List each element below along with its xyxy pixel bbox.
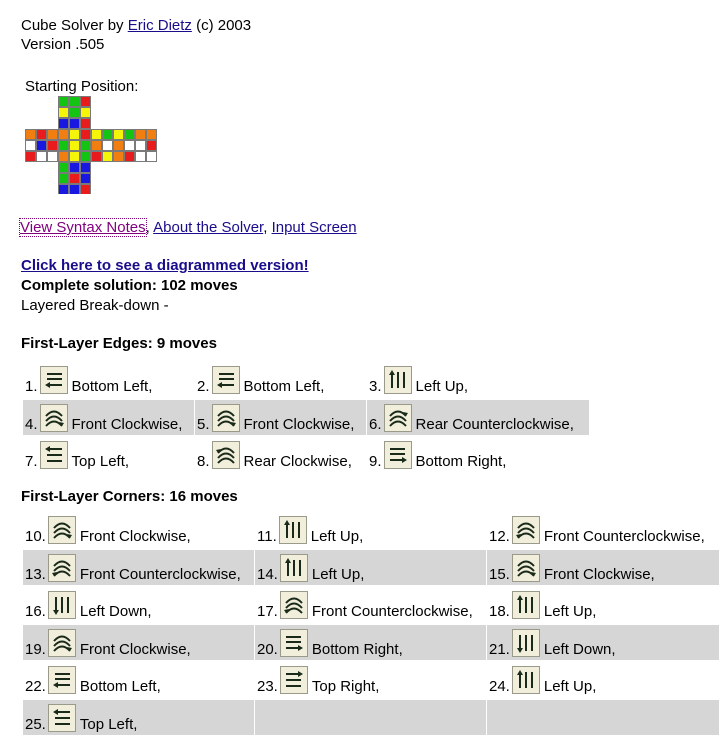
move-number: 21. [489,641,510,658]
move-number: 5. [197,416,210,433]
move-row [23,662,719,697]
move-number: 19. [25,641,46,658]
move-label: Left Up, [543,678,597,695]
move-label: Bottom Left, [243,378,325,395]
move-cell [487,550,719,585]
move-cell [23,550,254,585]
cube-top-sticker [81,108,91,118]
cube-left-sticker [37,141,47,151]
move-cell [23,587,254,622]
cube-right-sticker [103,152,113,162]
move-cell [255,512,486,547]
move-number: 16. [25,603,46,620]
move-label: Left Up, [543,603,597,620]
move-number: 1. [25,378,38,395]
cube-back-sticker [147,152,157,162]
front-clockwise-icon [512,554,540,582]
move-cell [23,437,194,472]
cube-left-sticker [26,130,36,140]
cube-top-sticker [59,119,69,129]
move-cell [195,362,366,397]
cube-left-sticker [48,130,58,140]
about-solver-link[interactable]: About the Solver [153,219,264,236]
left-up-icon [512,666,540,694]
syntax-notes-link[interactable]: View Syntax Notes [20,219,146,236]
move-number: 11. [257,528,277,545]
move-number: 15. [489,566,510,583]
cube-bottom-sticker [70,163,80,173]
top-left-icon [40,441,68,469]
cube-bottom-sticker [81,174,91,184]
title-line [21,16,251,35]
move-label: Front Counterclockwise, [311,603,473,620]
left-up-icon [279,516,307,544]
move-row [23,625,719,660]
move-row [23,700,719,735]
cube-top-sticker [70,97,80,107]
move-cell [195,437,366,472]
move-number: 25. [25,716,46,733]
move-number: 3. [369,378,382,395]
move-cell [23,512,254,547]
move-label: Front Clockwise, [79,528,191,545]
move-label: Bottom Right, [415,453,507,470]
cube-front-sticker [59,130,69,140]
cube-left-sticker [48,152,58,162]
move-number: 23. [257,678,278,695]
cube-right-sticker [103,130,113,140]
cube-front-sticker [70,152,80,162]
diagram-link-wrap [21,257,309,274]
move-label: Front Clockwise, [79,641,191,658]
cube-front-sticker [81,130,91,140]
move-cell [23,400,194,435]
move-cell [23,662,254,697]
cube-back-sticker [125,130,135,140]
move-label: Left Down, [543,641,616,658]
cube-front-sticker [70,141,80,151]
cube-bottom-sticker [81,185,91,195]
front-counterclockwise-icon [512,516,540,544]
move-cell [23,625,254,660]
left-up-icon [280,554,308,582]
cube-top-sticker [81,97,91,107]
cube-back-sticker [125,141,135,151]
cube-right-sticker [114,141,124,151]
move-cell [367,400,589,435]
front-clockwise-icon [212,404,240,432]
nav-links: View Syntax Notes, About the Solver, Input Screen [20,219,357,236]
version-text: Version .505 [21,36,105,53]
move-label: Top Left, [71,453,130,470]
move-cell [367,437,589,472]
cube-left-sticker [37,152,47,162]
move-number: 4. [25,416,38,433]
input-screen-link[interactable]: Input Screen [271,219,357,236]
move-cell [487,512,719,547]
move-number: 13. [25,566,46,583]
cube-left-sticker [48,141,58,151]
title-suffix: (c) 2003 [196,17,252,34]
cube-top-sticker [59,108,69,118]
move-row [23,550,719,585]
move-row [23,512,719,547]
bottom-left-icon [40,366,68,394]
cube-left-sticker [37,130,47,140]
solution-summary: Complete solution: 102 moves [21,277,238,294]
cube-back-sticker [136,130,146,140]
move-number: 14. [257,566,278,583]
cube-right-sticker [114,130,124,140]
left-down-icon [48,591,76,619]
cube-right-sticker [92,130,102,140]
cube-right-sticker [92,152,102,162]
move-label: Front Counterclockwise, [79,566,241,583]
move-number: 9. [369,453,382,470]
move-cell [487,587,719,622]
move-cell [487,700,719,735]
rear-counterclockwise-icon [384,404,412,432]
cube-left-sticker [26,152,36,162]
move-label: Left Up, [311,566,365,583]
cube-bottom-sticker [59,163,69,173]
move-label: Front Clockwise, [71,416,183,433]
left-up-icon [512,591,540,619]
move-number: 22. [25,678,46,695]
move-number: 24. [489,678,510,695]
cube-bottom-sticker [59,185,69,195]
top-right-icon [280,666,308,694]
bottom-right-icon [280,629,308,657]
cube-top-sticker [70,108,80,118]
move-cell [23,700,254,735]
move-label: Top Right, [311,678,380,695]
front-counterclockwise-icon [48,554,76,582]
move-label: Front Clockwise, [543,566,655,583]
move-number: 18. [489,603,510,620]
cube-back-sticker [147,130,157,140]
section-title: First-Layer Edges: 9 moves [21,335,217,352]
move-label: Left Up, [415,378,469,395]
move-label: Left Up, [310,528,364,545]
cube-back-sticker [147,141,157,151]
move-cell [23,362,194,397]
move-label: Front Counterclockwise, [543,528,705,545]
cube-front-sticker [70,130,80,140]
move-row [23,362,589,397]
front-clockwise-icon [48,516,76,544]
move-row [23,437,589,472]
cube-net [25,96,157,194]
move-cell [367,362,589,397]
move-number: 17. [257,603,278,620]
cube-bottom-sticker [81,163,91,173]
move-number: 6. [369,416,382,433]
cube-right-sticker [92,141,102,151]
move-row [23,400,589,435]
move-label: Left Down, [79,603,152,620]
move-cell [255,662,486,697]
top-left-icon [48,704,76,732]
move-number: 12. [489,528,510,545]
cube-left-sticker [26,141,36,151]
move-cell [255,587,486,622]
bottom-right-icon [384,441,412,469]
move-cell [255,550,486,585]
move-row [23,587,719,622]
move-label: Bottom Left, [71,378,153,395]
bottom-left-icon [212,366,240,394]
author-link[interactable]: Eric Dietz [127,17,192,34]
page-header [21,16,251,54]
breakdown-label: Layered Break-down - [21,297,169,314]
cube-bottom-sticker [70,174,80,184]
move-number: 10. [25,528,46,545]
move-label: Top Left, [79,716,138,733]
section-title: First-Layer Corners: 16 moves [21,488,238,505]
cube-right-sticker [103,141,113,151]
cube-right-sticker [114,152,124,162]
move-label: Rear Clockwise, [243,453,352,470]
front-clockwise-icon [48,629,76,657]
cube-top-sticker [70,119,80,129]
move-cell [255,625,486,660]
title-prefix: Cube Solver by [21,17,124,34]
left-up-icon [384,366,412,394]
move-number: 8. [197,453,210,470]
cube-back-sticker [125,152,135,162]
front-clockwise-icon [40,404,68,432]
cube-back-sticker [136,141,146,151]
cube-front-sticker [81,152,91,162]
cube-bottom-sticker [59,174,69,184]
cube-front-sticker [59,152,69,162]
move-label: Front Clockwise, [243,416,355,433]
rear-clockwise-icon [212,441,240,469]
cube-front-sticker [59,141,69,151]
cube-back-sticker [136,152,146,162]
move-number: 20. [257,641,278,658]
left-down-icon [512,629,540,657]
move-label: Rear Counterclockwise, [415,416,574,433]
bottom-left-icon [48,666,76,694]
move-cell [487,662,719,697]
cube-bottom-sticker [70,185,80,195]
cube-top-sticker [59,97,69,107]
cube-top-sticker [81,119,91,129]
diagrammed-version-link[interactable]: Click here to see a diagrammed version! [21,257,309,274]
move-cell [195,400,366,435]
front-counterclockwise-icon [280,591,308,619]
move-label: Bottom Left, [79,678,161,695]
move-cell [255,700,486,735]
cube-front-sticker [81,141,91,151]
move-number: 2. [197,378,210,395]
move-number: 7. [25,453,38,470]
move-cell [487,625,719,660]
move-label: Bottom Right, [311,641,403,658]
starting-position-label: Starting Position: [25,78,139,95]
